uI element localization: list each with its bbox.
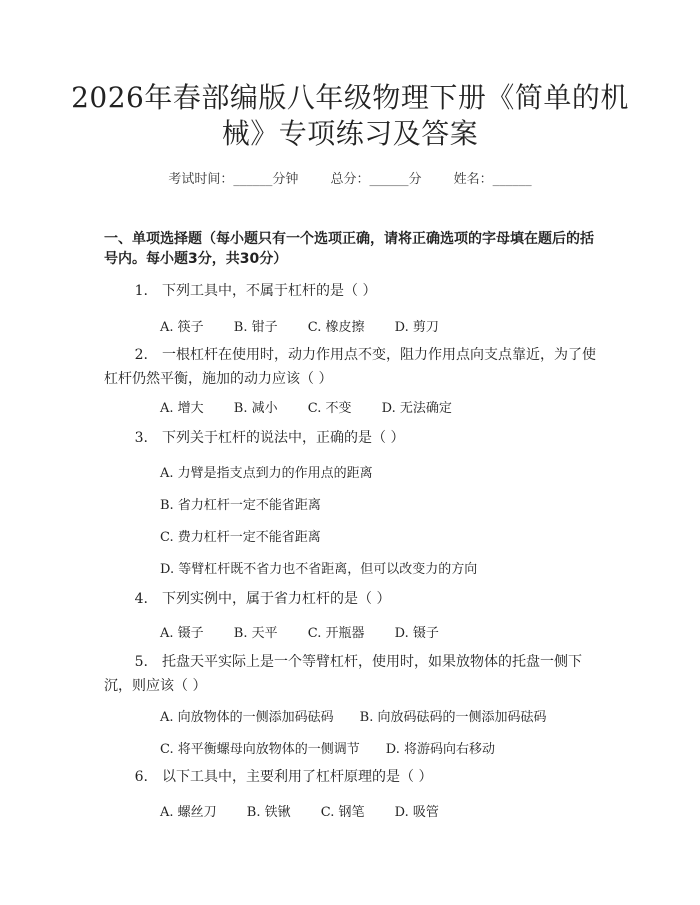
question-number: 3. [134,430,148,446]
option-c: C. 不变 [307,401,352,416]
option-a: A. 镊子 [160,626,204,641]
option-b: B. 铁锹 [246,805,291,820]
option-d: D. 等臂杠杆既不省力也不省距离，但可以改变力的方向 [160,562,478,577]
option-b: B. 减小 [233,401,278,416]
option-d: D. 无法确定 [381,401,452,416]
option-d: D. 镊子 [394,626,439,641]
question-text: 下列实例中，属于省力杠杆的是（ ） [162,591,391,607]
question-5-options-row1 [160,706,546,725]
option-a: A. 力臂是指支点到力的作用点的距离 [160,466,373,481]
option-b: B. 钳子 [233,320,278,335]
student-name: 姓名：______ [453,172,532,187]
question-4 [104,587,604,611]
question-number: 1. [134,283,148,299]
question-1 [104,279,604,303]
question-text: 托盘天平实际上是一个等臂杠杆，使用时，如果放物体的托盘一侧下沉，则应该（ ） [104,654,582,694]
exam-meta [0,168,700,187]
option-a: A. 筷子 [160,320,204,335]
question-5-options-row2 [160,738,495,757]
exam-time: 考试时间：______分钟 [168,172,299,187]
exam-score: 总分：______分 [330,172,422,187]
option-a: A. 向放物体的一侧添加码砝码 [160,710,334,725]
question-number: 6. [134,769,148,785]
option-a: A. 螺丝刀 [160,805,217,820]
question-4-options [160,622,465,641]
option-c: C. 费力杠杆一定不能省距离 [160,530,321,545]
question-1-options [160,316,465,335]
question-text: 一根杠杆在使用时，动力作用点不变，阻力作用点向支点靠近，为了使杠杆仍然平衡，施加的动力应该（ ） [104,347,596,387]
option-d: D. 将游码向右移动 [385,742,495,757]
question-6-options [160,801,465,820]
option-c: C. 橡皮擦 [307,320,365,335]
question-6 [104,765,604,789]
option-c: C. 将平衡螺母向放物体的一侧调节 [160,742,360,757]
document-title: 2026年春部编版八年级物理下册《简单的机械》专项练习及答案 [71,81,629,150]
question-2 [104,343,604,391]
question-2-options [160,397,478,416]
option-b: B. 省力杠杆一定不能省距离 [160,498,321,513]
question-3 [104,426,604,450]
option-d: D. 剪刀 [394,320,439,335]
question-number: 5. [134,654,148,670]
question-number: 2. [134,347,148,363]
option-d: D. 吸管 [394,805,439,820]
question-5 [104,650,604,698]
section-heading: 一、单项选择题（每小题只有一个选项正确，请将正确选项的字母填在题后的括号内。每小题3分，共30分） [104,231,594,267]
option-c: C. 钢笔 [320,805,365,820]
option-b: B. 天平 [233,626,278,641]
option-b: B. 向放码砝码的一侧添加码砝码 [359,710,547,725]
question-number: 4. [134,591,148,607]
option-c: C. 开瓶器 [307,626,365,641]
option-a: A. 增大 [160,401,204,416]
question-text: 下列关于杠杆的说法中，正确的是（ ） [162,430,405,446]
question-text: 以下工具中，主要利用了杠杆原理的是（ ） [162,769,433,785]
question-text: 下列工具中，不属于杠杆的是（ ） [162,283,377,299]
